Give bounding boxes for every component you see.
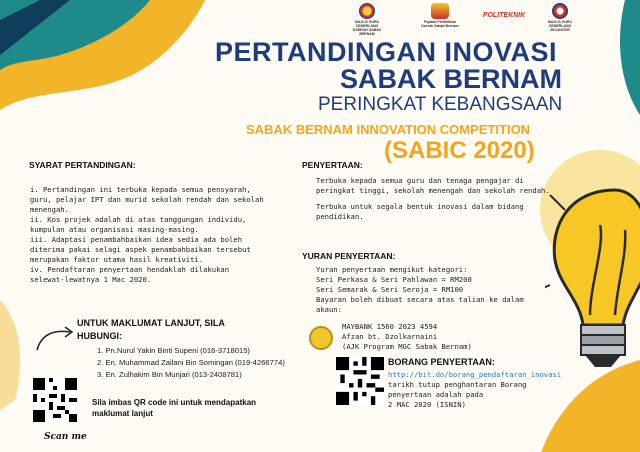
borang-qr-code[interactable] (336, 357, 384, 405)
logo-politeknik (482, 12, 526, 19)
politeknik-logo-icon: POLITEKNIK (482, 12, 526, 19)
contact-item: 1. Pn.Nurul Yakin Binti Supeni (016-3718015) (97, 346, 250, 355)
qr-code-icon (336, 357, 384, 405)
title-line-2: SABAK BERNAM (340, 64, 562, 94)
mgc-selangor-logo-icon (552, 3, 568, 19)
maklumat-heading-line-2: HUBUNGI: (77, 331, 122, 341)
info-qr-code[interactable] (33, 378, 77, 422)
borang-body: tarikh tutup penghantaran Borang penyertaan adalah pada 2 MAC 2020 (ISNIN) (388, 380, 527, 409)
mgc-logo-icon (359, 3, 375, 19)
syarat-body: i. Pertandingan ini terbuka kepada semua pensyarah, guru, pelajar IPT dan murid sekolah rendah dan sekolah menengah. ii. Kos projek adalah di atas tanggungan individu, kumpulan atau organisasi masing-masing. iii. Adaptasi penambahbaikan idea sedia ada boleh diterima pakai selagi aspek penambahbaikan tersebut merupakan faktor utama hasil kreativiti. iv. Pendaftaran penyertaan hendaklah dilakukan selewat-lewatnya 1 Mac 2020. (30, 185, 264, 284)
title-line-1: PERTANDINGAN INOVASI (215, 37, 558, 67)
jata-negara-logo-icon (431, 3, 449, 19)
contact-item: 2. En. Muhammad Zailani Bin Somingan (019-4266774) (97, 358, 285, 367)
qr-code-icon (33, 378, 77, 422)
left-yellow-blob (0, 300, 20, 410)
syarat-heading: SYARAT PERTANDINGAN: (29, 160, 136, 170)
maklumat-heading-line-1: UNTUK MAKLUMAT LANJUT, SILA (77, 318, 225, 328)
maybank-logo-icon (309, 326, 333, 350)
qr-note-line-2: maklumat lanjut (92, 409, 153, 418)
contact-item: 3. En. Zulhakim Bin Munjari (013-2408781) (97, 370, 242, 379)
logo-ppd-sabak-bernam: Pejabat Pendidikan Daerah Sabak Bernam (418, 3, 462, 28)
yuran-heading: YURAN PENYERTAAN: (302, 251, 396, 261)
borang-link[interactable]: http://bit.do/borang_pendaftaran_inovasi (388, 370, 562, 379)
acronym-title: (SABIC 2020) (384, 137, 535, 164)
title-line-3: PERINGKAT KEBANGSAAN (318, 94, 563, 115)
lightbulb-icon (545, 185, 640, 445)
bank-details: MAYBANK 1560 2023 4594 Afzan bt. Dzolkarnaini (AJK Program MGC Sabak Bernam) (342, 322, 472, 351)
english-title: SABAK BERNAM INNOVATION COMPETITION (246, 122, 531, 137)
penyertaan-heading: PENYERTAAN: (302, 160, 363, 170)
curved-arrow-icon (32, 322, 77, 352)
qr-note-line-1: Sila imbas QR code ini untuk mendapatkan (92, 398, 257, 407)
logo-mgc-sabak-bernam: MAJLIS GURU CEMERLANG DAERAH SABAK BERNAM (350, 3, 384, 36)
top-right-teal-strip (620, 0, 640, 115)
logo-mgc-selangor: MAJLIS GURU CEMERLANG SELANGOR (540, 3, 580, 32)
borang-heading: BORANG PENYERTAAN: (388, 357, 495, 367)
scan-me-label: Scan me (44, 432, 87, 442)
contact-list (97, 345, 285, 381)
yuran-body: Yuran penyertaan mengikut kategori: Seri Perkasa & Seri Pahlawan = RM200 Seri Semarak & Seri Seroja = RM100 Bayaran boleh dibuat secara atas talian ke dalam akaun: (316, 265, 524, 314)
penyertaan-body: Terbuka kepada semua guru dan tenaga pengajar di peringkat tinggi, sekolah menengah dan sekolah rendah. Terbuka untuk segala bentuk inovasi dalam bidang pendidikan. (316, 176, 550, 221)
